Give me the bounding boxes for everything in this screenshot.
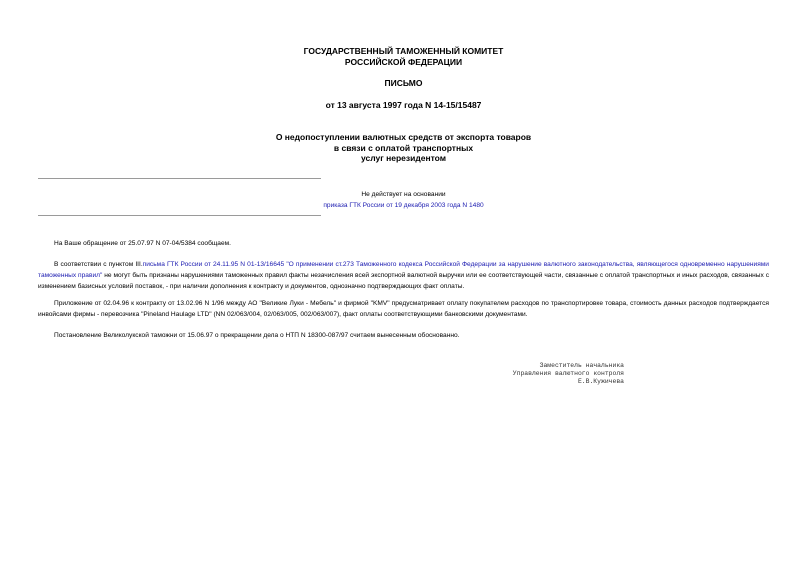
paragraph-2	[38, 260, 769, 292]
signature-position-line-1: Заместитель начальника	[539, 362, 624, 369]
document-date: от 13 августа 1997 года N 14-15/15487	[325, 100, 482, 110]
document-type	[0, 78, 807, 89]
paragraph-3: Приложение от 02.04.96 к контракту от 13.02.96 N 1/96 между АО "Великие Луки - Мебель" и фирмой "KMV" предусматривает оплату покупателем расходов по транспортировке товара, стоимость данных расходов подтверждается инвойсами фирмы - перевозчика "Pineland Haulage LTD" (NN 02/063/004, 02/063/005, 002/063/007), факт оплаты соответствующими банковскими документами.	[38, 300, 769, 318]
divider-top	[38, 178, 321, 179]
signature-position-line-2: Управления валютного контроля	[512, 370, 624, 378]
issuer-line-1: ГОСУДАРСТВЕННЫЙ ТАМОЖЕННЫЙ КОМИТЕТ	[303, 46, 504, 56]
subject-line-1: О недопоступлении валютных средств от экспорта товаров	[275, 132, 532, 142]
subject-line-2: в связи с оплатой транспортных	[333, 142, 474, 153]
signature-name: Е.В.Кужичева	[577, 378, 624, 386]
issuer-line-2: РОССИЙСКОЙ ФЕДЕРАЦИИ	[344, 56, 463, 67]
document-header	[0, 46, 807, 67]
repeal-order-link[interactable]: приказа ГТК России от 19 декабря 2003 года N 1480	[323, 201, 484, 209]
gtk-letter-link[interactable]: письма ГТК России от 24.11.95 N 01-13/16645 "О применении ст.273 Таможенного кодекса Российской Федерации за нарушение валютного законодательства, являющегося одновременно нарушениями таможенных правил"	[38, 261, 769, 279]
paragraph-1: На Ваше обращение от 25.07.97 N 07-04/5384 сообщаем.	[54, 240, 232, 247]
subject-line-3: услуг нерезидентом	[360, 153, 447, 163]
paragraph-2-tail: не могут быть признаны нарушениями таможенных правил факты незачисления всей экспортной валютной выручки или ее соответствующей части, связанные с оплатой транспортных и иных расходов, связанных с изменением базисных условий поставок, - при наличии дополнения к контракту и документов, однозначно подтверждающих факт оплаты.	[38, 271, 770, 290]
paragraph-4: Постановление Великолукской таможни от 15.06.97 о прекращении дела о НТП N 18300-087/97 считаем вынесенным обоснованно.	[54, 332, 460, 339]
status-notice	[0, 190, 807, 211]
signature-block	[490, 362, 624, 387]
document-type-label: ПИСЬМО	[384, 78, 423, 88]
document-subject	[0, 132, 807, 164]
paragraph-2-lead: В соответствии с пунктом III.	[54, 261, 143, 268]
divider-bottom	[38, 215, 321, 216]
status-notice-text: Не действует на основании	[361, 191, 446, 198]
document-date-block	[0, 100, 807, 111]
